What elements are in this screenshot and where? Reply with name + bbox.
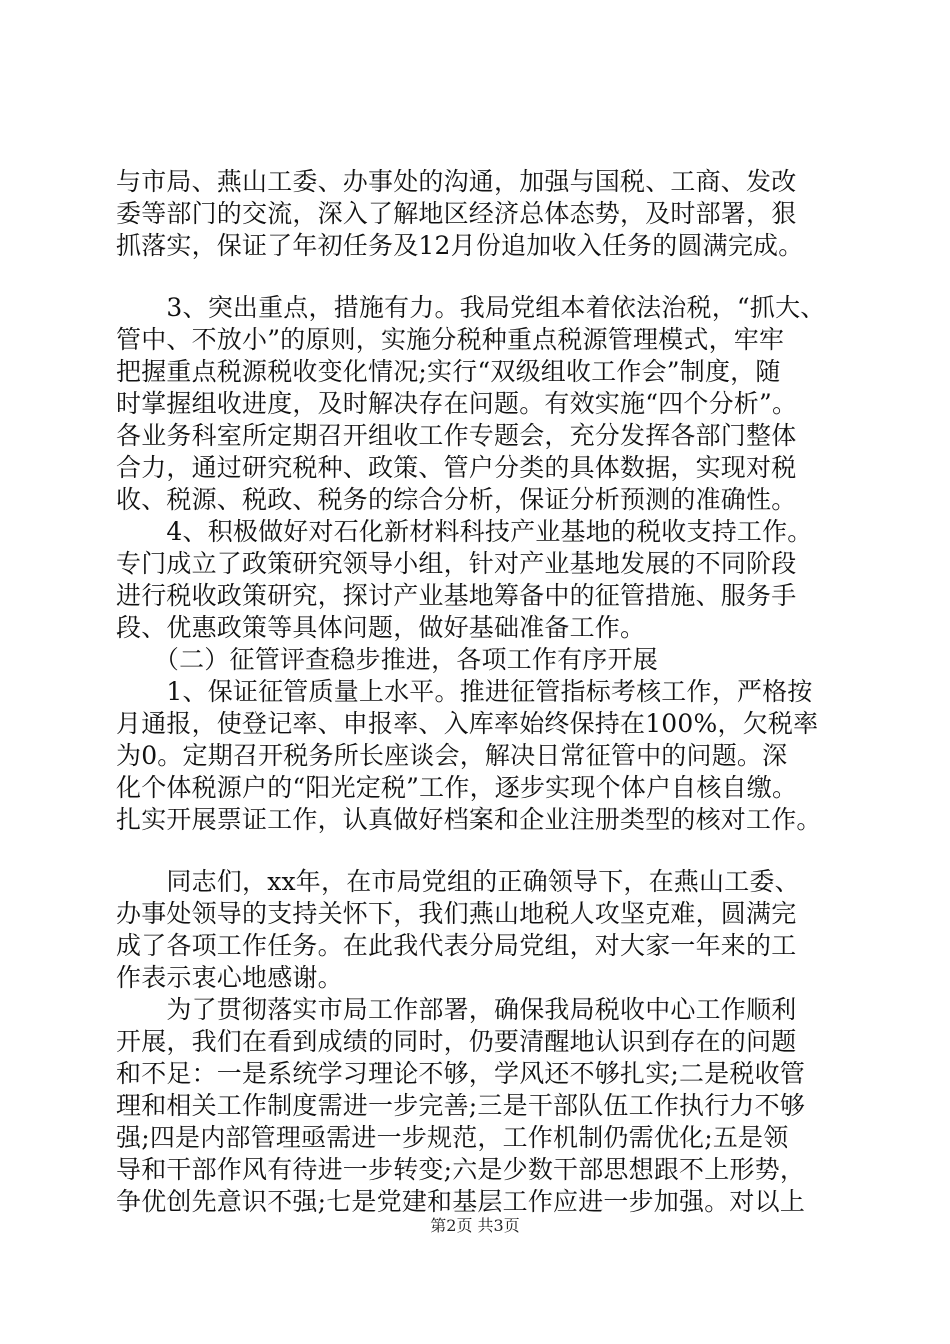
text-line: 成了各项工作任务。在此我代表分局党组，对大家一年来的工 xyxy=(116,931,797,960)
text-line: 月通报，使登记率、申报率、入库率始终保持在100%，欠税率 xyxy=(116,709,819,738)
text-line: 1、保证征管质量上水平。推进征管指标考核工作，严格按 xyxy=(116,677,813,706)
text-line: 合力，通过研究税种、政策、管户分类的具体数据，实现对税 xyxy=(116,453,797,482)
text-line: 4、积极做好对石化新材料科技产业基地的税收支持工作。 xyxy=(116,517,813,546)
paragraph-gap xyxy=(116,262,836,292)
text-line: 开展，我们在看到成绩的同时，仍要清醒地认识到存在的问题 xyxy=(116,1027,797,1056)
text-line: 化个体税源户的“阳光定税”工作，逐步实现个体户自核自缴。 xyxy=(116,773,798,802)
text-line: 委等部门的交流，深入了解地区经济总体态势，及时部署，狠 xyxy=(116,199,797,228)
text-line: 为0。定期召开税务所长座谈会，解决日常征管中的问题。深 xyxy=(116,741,788,770)
text-line: 抓落实，保证了年初任务及12月份追加收入任务的圆满完成。 xyxy=(116,231,804,260)
text-line: 作表示衷心地感谢。 xyxy=(116,963,343,992)
section-heading: （二）征管评查稳步推进，各项工作有序开展 xyxy=(116,645,658,674)
text-line: 强;四是内部管理亟需进一步规范，工作机制仍需优化;五是领 xyxy=(116,1123,789,1152)
text-line: 同志们，xx年，在市局党组的正确领导下，在燕山工委、 xyxy=(116,867,800,896)
text-line: 为了贯彻落实市局工作部署，确保我局税收中心工作顺利 xyxy=(116,995,797,1024)
text-line: 各业务科室所定期召开组收工作专题会，充分发挥各部门整体 xyxy=(116,421,797,450)
text-line: 进行税收政策研究，探讨产业基地筹备中的征管措施、服务手 xyxy=(116,581,797,610)
text-line: 导和干部作风有待进一步转变;六是少数干部思想跟不上形势， xyxy=(116,1155,806,1184)
text-line: 与市局、燕山工委、办事处的沟通，加强与国税、工商、发改 xyxy=(116,167,797,196)
paragraph-gap xyxy=(116,836,836,866)
text-line: 和不足：一是系统学习理论不够，学风还不够扎实;二是税收管 xyxy=(116,1059,806,1088)
text-line: 段、优惠政策等具体问题，做好基础准备工作。 xyxy=(116,613,646,642)
text-line: 专门成立了政策研究领导小组，针对产业基地发展的不同阶段 xyxy=(116,549,797,578)
document-body xyxy=(116,166,836,1218)
text-line: 把握重点税源税收变化情况;实行“双级组收工作会”制度，随 xyxy=(116,357,781,386)
text-line: 争优创先意识不强;七是党建和基层工作应进一步加强。对以上 xyxy=(116,1187,806,1216)
text-line: 3、突出重点，措施有力。我局党组本着依法治税，“抓大、 xyxy=(116,293,826,322)
text-line: 时掌握组收进度，及时解决存在问题。有效实施“四个分析”。 xyxy=(116,389,798,418)
page-footer xyxy=(0,1216,950,1236)
text-line: 办事处领导的支持关怀下，我们燕山地税人攻坚克难，圆满完 xyxy=(116,899,797,928)
text-line: 收、税源、税政、税务的综合分析，保证分析预测的准确性。 xyxy=(116,485,797,514)
text-line: 理和相关工作制度需进一步完善;三是干部队伍工作执行力不够 xyxy=(116,1091,806,1120)
text-line: 扎实开展票证工作，认真做好档案和企业注册类型的核对工作。 xyxy=(116,805,822,834)
text-line: 管中、不放小”的原则，实施分税种重点税源管理模式，牢牢 xyxy=(116,325,785,354)
page-number-label: 第2页 共3页 xyxy=(430,1216,520,1235)
